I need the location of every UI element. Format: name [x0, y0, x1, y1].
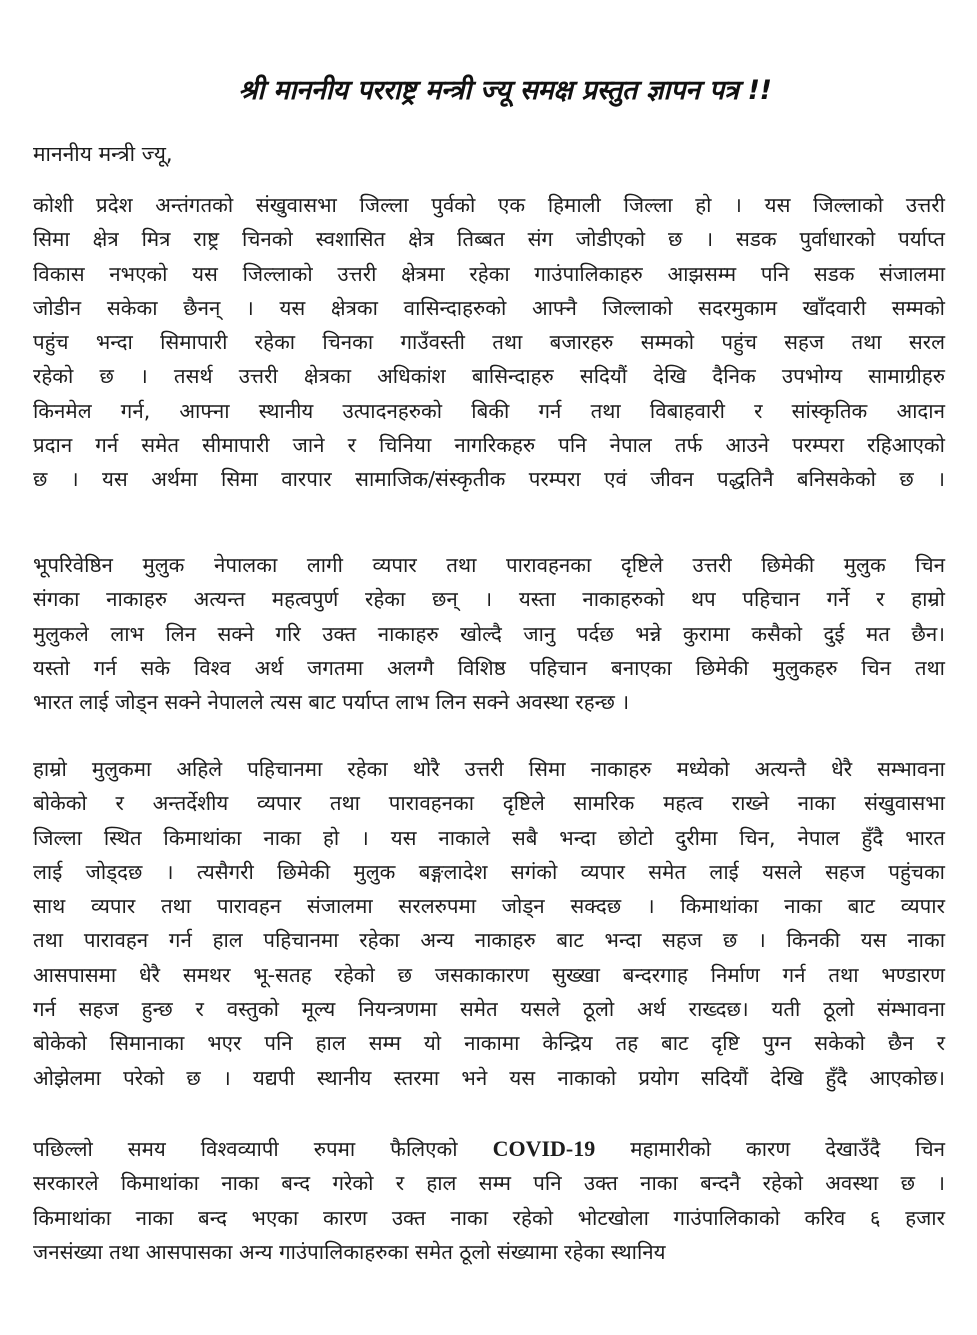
text-line: लाई जोड्दछ । त्यसैगरी छिमेकी मुलुक बङ्गलादेश सगंको व्यपार समेत लाई यसले सहज पहुंचका: [33, 859, 945, 884]
text-line: आसपासमा धेरै समथर भू-सतह रहेको छ जसकाकारण सुख्खा बन्दरगाह निर्माण गर्न तथा भण्डारण: [33, 962, 945, 987]
text-line: रहेको छ । तसर्थ उत्तरी क्षेत्रका अधिकांश बासिन्दाहरु सदियौं देखि दैनिक उपभोग्य सामाग्रीहरु: [33, 364, 945, 389]
text-line: कोशी प्रदेश अन्तंगतको संखुवासभा जिल्ला पुर्वको एक हिमाली जिल्ला हो । यस जिल्लाको उत्तरी: [33, 193, 945, 217]
text-line: पहुंच भन्दा सिमापारी रहेका चिनका गाउँवस्ती तथा बजारहरु सम्मको पहुंच सहज तथा सरल: [33, 330, 945, 355]
text-line: यस्तो गर्न सके विश्व अर्थ जगतमा अलग्गै विशिष्ठ पहिचान बनाएका छिमेकी मुलुकहरु चिन तथा: [33, 655, 945, 680]
text-segment: महामारीको कारण देखाउँदै चिन: [595, 1137, 945, 1161]
text-line: किनमेल गर्न, आफ्ना स्थानीय उत्पादनहरुको बिकी गर्न तथा विबाहवारी र सांस्कृतिक आदान: [33, 398, 945, 423]
text-line: मुलुकले लाभ लिन सक्ने गरि उक्त नाकाहरु खोल्दै जानु पर्दछ भन्ने कुरामा कसैको दुई मत छैन।: [33, 621, 945, 646]
text-line: प्रदान गर्न समेत सीमापारी जाने र चिनिया नागरिकहरु पनि नेपाल तर्फ आउने परम्परा रहिआएको: [33, 433, 945, 458]
text-line: गर्न सहज हुन्छ र वस्तुको मूल्य नियन्त्रणमा समेत यसले ठूलो अर्थ राख्दछ। यती ठूलो संम्भावना: [33, 997, 945, 1022]
text-line: सरकारले किमाथांका नाका बन्द गरेको र हाल सम्म पनि उक्त नाका बन्दनै रहेको अवस्था छ ।: [33, 1171, 945, 1196]
text-line: बोकेको सिमानाका भएर पनि हाल सम्म यो नाकामा केन्द्रिय तह बाट दृष्टि पुग्न सकेको छैन र: [33, 1031, 945, 1056]
text-line-covid: [33, 1132, 945, 1166]
text-line: हाम्रो मुलुकमा अहिले पहिचानमा रहेका थोरै उत्तरी सिमा नाकाहरु मध्येको अत्यन्तै धेरै सम्भावना: [33, 757, 945, 781]
text-line: छ । यस अर्थमा सिमा वारपार सामाजिक/संस्कृतीक परम्परा एवं जीवन पद्धतिनै बनिसकेको छ ।: [33, 467, 945, 492]
text-line: जोडीन सकेका छैनन् । यस क्षेत्रका वासिन्दाहरुको आफ्नै जिल्लाको सदरमुकाम खाँदवारी सम्मको: [33, 295, 945, 320]
text-line: जिल्ला स्थित किमाथांका नाका हो । यस नाकाले सबै भन्दा छोटो दुरीमा चिन, नेपाल हुँदै भारत: [33, 825, 945, 850]
document-title: श्री माननीय परराष्ट्र मन्त्री ज्यू समक्ष प्रस्तुत ज्ञापन पत्र !!: [238, 75, 772, 106]
salutation: माननीय मन्त्री ज्यू,: [33, 142, 173, 166]
text-segment: पछिल्लो समय विश्वव्यापी रुपमा फैलिएको: [33, 1137, 493, 1161]
text-line: जनसंख्या तथा आसपासका अन्य गाउंपालिकाहरुका समेत ठूलो संख्यामा रहेका स्थानिय: [33, 1239, 666, 1264]
text-line: सिमा क्षेत्र मित्र राष्ट्र चिनको स्वशासित क्षेत्र तिब्बत संग जोडीएको छ । सडक पुर्वाधारको पर्याप्त: [33, 227, 945, 252]
text-line: विकास नभएको यस जिल्लाको उत्तरी क्षेत्रमा रहेका गाउंपालिकाहरु आझसम्म पनि सडक संजालमा: [33, 261, 945, 286]
covid-term: COVID-19: [492, 1136, 596, 1161]
paragraph-3: [33, 752, 945, 1095]
text-line: ओझेलमा परेको छ । यद्यपी स्थानीय स्तरमा भने यस नाकाको प्रयोग सदियौं देखि हुँदै आएकोछ।: [33, 1065, 945, 1090]
paragraph-1: [33, 188, 945, 497]
text-line: साथ व्यपार तथा पारावहन संजालमा सरलरुपमा जोड्न सक्दछ । किमाथांका नाका बाट व्यपार: [33, 894, 945, 919]
text-line: बोकेको र अन्तर्देशीय व्यपार तथा पारावहनका दृष्टिले सामरिक महत्व राख्ने नाका संखुवासभा: [33, 791, 945, 816]
text-line: किमाथांका नाका बन्द भएका कारण उक्त नाका रहेको भोटखोला गाउंपालिकाको करिव ६ हजार: [33, 1205, 945, 1230]
text-line: भारत लाई जोड्न सक्ने नेपालले त्यस बाट पर्याप्त लाभ लिन सक्ने अवस्था रहन्छ ।: [33, 690, 630, 715]
text-line: भूपरिवेष्ठिन मुलुक नेपालका लागी व्यपार तथा पारावहनका दृष्टिले उत्तरी छिमेकी मुलुक चिन: [33, 553, 945, 577]
text-line: तथा पारावहन गर्न हाल पहिचानमा रहेका अन्य नाकाहरु बाट भन्दा सहज छ । किनकी यस नाका: [33, 928, 945, 953]
paragraph-4: [33, 1132, 945, 1269]
paragraph-2: [33, 548, 945, 719]
text-line: संगका नाकाहरु अत्यन्त महत्वपुर्ण रहेका छन् । यस्ता नाकाहरुको थप पहिचान गर्ने र हाम्रो: [33, 587, 945, 612]
